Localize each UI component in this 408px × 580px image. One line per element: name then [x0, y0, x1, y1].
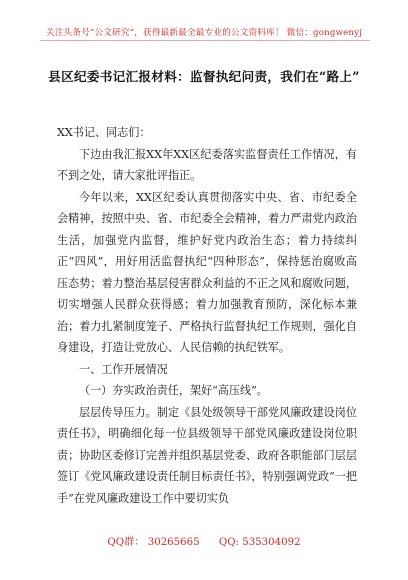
document-title: 县区纪委书记汇报材料：监督执纪问责，我们在“路上”: [48, 69, 360, 84]
footer-qq-group: QQ群： 30265665: [107, 537, 200, 548]
paragraph-body: 层层传导压力。制定《县处级领导干部党风廉政建设岗位责任书》，明确细化每一位县级领导干部党风廉政建设岗位职责；协助区委修订完善并组织基层党委、政府各职能部门层层签订《党风廉政建设责任制目标责任书》，特别强调党政“一把手”在党风廉政建设工作中要切实负: [57, 405, 357, 505]
document-body: [57, 122, 357, 509]
header-divider: [40, 40, 370, 41]
paragraph-overview: 今年以来，XX区纪委认真贯彻落实中央、省、市纪委全会精神，按照中央、省、市纪委全会精神，着力严肃党内政治生活，加强党内监督，维护好党内政治生态；着力持续纠正“四风”，用好用活监督执纪“四种形态”，保持惩治腐败高压态势；着力整治基层侵害群众利益的不正之风和腐败问题，切实增强人民群众获得感；着力加强教育预防，深化标本兼治；着力扎紧制度笼子、严格执行监督执纪工作规则，强化自身建设，打造让党放心、人民信赖的执纪铁军。: [57, 190, 357, 354]
paragraph-intro: 下边由我汇报XX年XX区纪委落实监督责任工作情况，有不到之处，请大家批评指正。: [57, 147, 357, 182]
footer-contact: [0, 533, 408, 548]
header-banner: 关注头条号“公文研究”，获得最新最全最专业的公文资料库！ 微信：gongwenyj: [45, 28, 363, 38]
section-heading: 一、工作开展情况: [79, 362, 168, 376]
footer-qq-number: QQ: 535304092: [218, 537, 301, 548]
salutation: XX书记、同志们：: [57, 126, 151, 139]
subsection-heading: （一）夯实政治责任，架好“高压线”。: [79, 384, 268, 397]
